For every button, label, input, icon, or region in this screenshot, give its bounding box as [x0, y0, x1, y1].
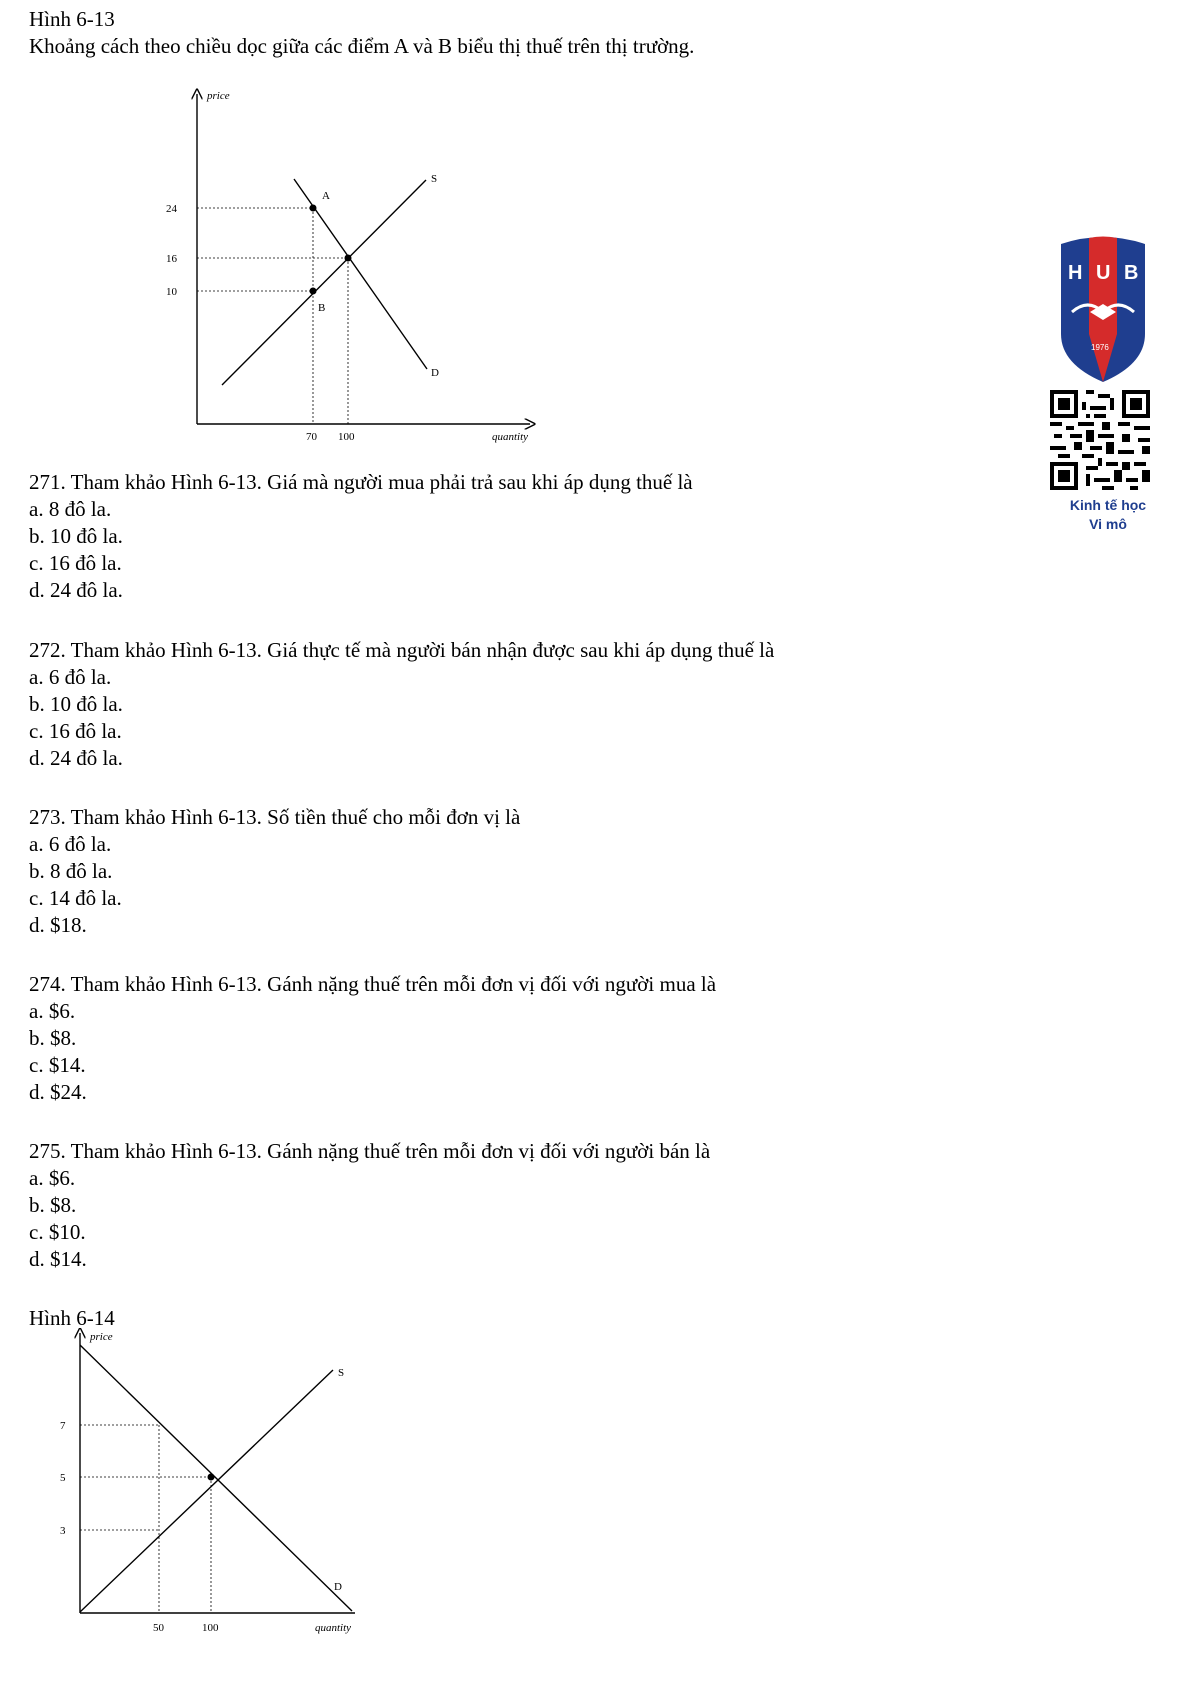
point-label-a: A	[322, 190, 330, 202]
x-axis-label: quantity	[315, 1622, 352, 1634]
logo-year: 1976	[1091, 343, 1109, 352]
option: a. $6.	[29, 999, 76, 1023]
chart-fig-6-13	[150, 84, 550, 444]
x-tick-label: 100	[338, 431, 355, 443]
y-tick-label: 10	[166, 286, 177, 298]
y-tick-label: 24	[166, 203, 177, 215]
option: d. $24.	[29, 1080, 87, 1104]
option: d. 24 đô la.	[29, 578, 123, 602]
option: c. $14.	[29, 1053, 86, 1077]
x-tick-label: 100	[202, 1622, 219, 1634]
hub-logo	[1058, 234, 1148, 384]
series-label-s: S	[431, 173, 438, 185]
question-stem: 275. Tham khảo Hình 6-13. Gánh nặng thuế trên mỗi đơn vị đối với người bán là	[29, 1139, 711, 1163]
demand-curve	[80, 1345, 352, 1611]
series-label-d: D	[334, 1581, 342, 1593]
logo-letter-h: H	[1068, 262, 1083, 284]
option: b. 10 đô la.	[29, 524, 123, 548]
supply-curve	[80, 1370, 333, 1612]
x-axis-label: quantity	[492, 431, 529, 443]
figure-title: Hình 6-14	[29, 1306, 115, 1330]
option: d. $18.	[29, 913, 87, 937]
course-label	[1048, 496, 1168, 534]
point-a	[310, 205, 317, 212]
question-stem: 271. Tham khảo Hình 6-13. Giá mà người mua phải trả sau khi áp dụng thuế là	[29, 470, 693, 494]
chart-fig-6-14	[50, 1328, 390, 1648]
y-tick-label: 3	[60, 1525, 66, 1537]
option: d. 24 đô la.	[29, 746, 123, 770]
option: b. $8.	[29, 1193, 77, 1217]
option: a. 6 đô la.	[29, 832, 112, 856]
course-line-2: Vi mô	[1089, 516, 1127, 532]
point-label-b: B	[318, 302, 326, 314]
figure-title: Hình 6-13	[29, 7, 115, 31]
y-tick-label: 5	[60, 1472, 66, 1484]
y-tick-label: 16	[166, 253, 177, 265]
question-stem: 274. Tham khảo Hình 6-13. Gánh nặng thuế trên mỗi đơn vị đối với người mua là	[29, 972, 717, 996]
option: a. $6.	[29, 1166, 76, 1190]
series-label-d: D	[431, 367, 439, 379]
option: a. 8 đô la.	[29, 497, 112, 521]
logo-letter-u: U	[1096, 262, 1111, 284]
question-stem: 273. Tham khảo Hình 6-13. Số tiền thuế cho mỗi đơn vị là	[29, 805, 521, 829]
logo-letter-b: B	[1124, 262, 1139, 284]
supply-curve	[222, 180, 426, 385]
option: c. $10.	[29, 1220, 86, 1244]
question-stem: 272. Tham khảo Hình 6-13. Giá thực tế mà người bán nhận được sau khi áp dụng thuế là	[29, 638, 775, 662]
option: c. 16 đô la.	[29, 719, 122, 743]
qr-code-icon	[1050, 390, 1150, 490]
y-axis-label: price	[207, 90, 230, 102]
option: d. $14.	[29, 1247, 87, 1271]
option: c. 14 đô la.	[29, 886, 122, 910]
y-axis-label: price	[90, 1331, 113, 1343]
x-tick-label: 70	[306, 431, 317, 443]
option: b. 8 đô la.	[29, 859, 113, 883]
figure-caption: Khoảng cách theo chiều dọc giữa các điểm A và B biểu thị thuế trên thị trường.	[29, 34, 695, 58]
point-equilibrium	[208, 1474, 215, 1481]
point-equilibrium	[345, 255, 352, 262]
option: a. 6 đô la.	[29, 665, 112, 689]
course-line-1: Kinh tế học	[1069, 497, 1147, 513]
option: b. 10 đô la.	[29, 692, 123, 716]
y-tick-label: 7	[60, 1420, 66, 1432]
point-b	[310, 288, 317, 295]
option: c. 16 đô la.	[29, 551, 122, 575]
x-tick-label: 50	[153, 1622, 164, 1634]
option: b. $8.	[29, 1026, 77, 1050]
series-label-s: S	[338, 1367, 345, 1379]
